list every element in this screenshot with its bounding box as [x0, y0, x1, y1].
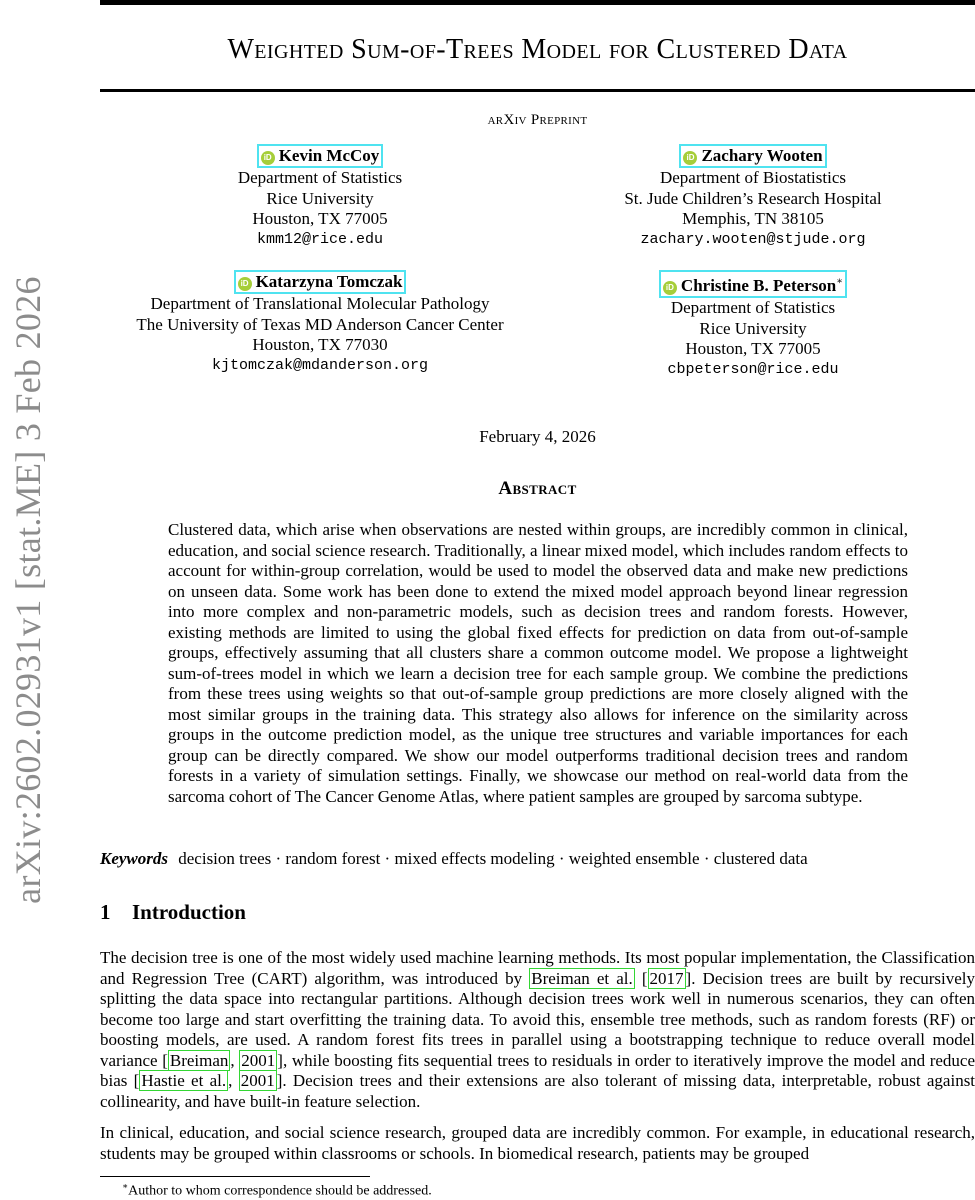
arxiv-identifier-stamp — [0, 260, 56, 920]
author-name-link[interactable] — [659, 270, 847, 298]
keywords-list: decision trees · random forest · mixed effects modeling · weighted ensemble · clustered data — [178, 849, 808, 868]
arxiv-identifier-text: arXiv:2602.02931v1 [stat.ME] 3 Feb 2026 — [8, 276, 48, 904]
author-block — [583, 144, 923, 250]
publication-date: February 4, 2026 — [479, 427, 596, 446]
author-affiliation-line: Department of Statistics — [670, 298, 836, 317]
paragraph-text: ]. Decision trees and their extensions are also tolerant of missing data, interpretable, robust against collinearity, and have built-in feature selection. — [100, 1071, 975, 1111]
citation-link[interactable]: 2001 — [240, 1071, 275, 1090]
abstract-text: Clustered data, which arise when observations are nested within groups, are incredibly common in clinical, education, and social science research. Traditionally, a linear mixed model, which includes random effects to account for within-group correlation, would be used to model the observed data and make new predictions on unseen data. Some work has been done to extend the mixed model approach beyond linear regression into more complex and non-parametric models, such as decision trees and random forests. However, existing methods are limited to using the global fixed effects for prediction on data from out-of-sample groups, effectively assuming that all clusters share a common outcome model. We propose a lightweight sum-of-trees model in which we learn a decision tree for each sample group. We combine the predictions from these trees using weights so that out-of-sample group predictions are more closely aligned with the most similar groups in the training data. This strategy also allows for inference on the similarity across groups in the outcome prediction model, as the unique tree structures and variable importances for each group can be directly compared. We show our model outperforms traditional decision trees and random forests in a variety of simulation settings. Finally, we showcase our method on real-world data from the sarcoma cohort of The Cancer Genome Atlas, where patient samples are grouped by sarcoma subtype. — [168, 520, 908, 806]
footnote-marker: ∗ — [122, 1181, 129, 1191]
footnote — [122, 1181, 432, 1200]
orcid-icon[interactable]: iD — [261, 151, 275, 165]
orcid-icon[interactable]: iD — [238, 277, 252, 291]
author-name: Katarzyna Tomczak — [255, 272, 403, 291]
author-block — [623, 270, 883, 380]
author-email: kmm12@rice.edu — [256, 230, 384, 248]
corresponding-author-marker: ∗ — [836, 276, 844, 287]
keywords-line — [100, 849, 975, 869]
author-affiliation-line: Department of Statistics — [237, 168, 403, 187]
author-email: kjtomczak@mdanderson.org — [211, 356, 429, 374]
author-name: Kevin McCoy — [278, 146, 380, 165]
citation-link[interactable]: Breiman — [169, 1050, 229, 1070]
orcid-icon[interactable]: iD — [663, 281, 677, 295]
author-name-link[interactable] — [257, 144, 384, 168]
title-bottom-rule — [100, 89, 975, 92]
section-title: Introduction — [132, 900, 246, 924]
author-affiliation-line: Department of Biostatistics — [659, 168, 847, 187]
paper-page — [100, 0, 975, 1200]
citation-link[interactable]: 2017 — [649, 968, 684, 988]
author-affiliation-line: The University of Texas MD Anderson Cancer Center — [136, 314, 504, 334]
paragraph-text: ]. Decision trees are built by recursively splitting the data space into rectangular partitions. Although decision trees work well in numerous scenarios, they can often become too large and start overfitting the training data. To avoid this, ensemble tree methods, such as random forests (RF) or boosting models, are used. A random forest fits trees in parallel using a bootstrapping technique to reduce overall model variance [ — [100, 968, 975, 1070]
author-affiliation-line: Houston, TX 77030 — [252, 335, 388, 354]
paragraph-text: , — [228, 1071, 239, 1090]
author-name: Zachary Wooten — [701, 146, 823, 165]
body-paragraph — [100, 948, 975, 1112]
author-affiliation-line: Rice University — [699, 318, 807, 338]
author-name-link[interactable] — [234, 270, 407, 294]
citation-link[interactable]: Hastie et al. — [141, 1071, 227, 1090]
body-paragraph: In clinical, education, and social science research, grouped data are incredibly common. For example, in educational research, students may be grouped within classrooms or schools. In biomedical research, patients may be grouped — [100, 1123, 975, 1163]
paragraph-text: ], while boosting fits sequential trees to residuals in order to iteratively improve the model and reduce bias [ — [100, 1050, 975, 1090]
author-name: Christine B. Peterson — [680, 276, 837, 295]
author-email: zachary.wooten@stjude.org — [640, 230, 866, 248]
author-affiliation-line: Houston, TX 77005 — [252, 209, 388, 228]
author-affiliation-line: Memphis, TN 38105 — [682, 209, 824, 228]
orcid-icon[interactable]: iD — [683, 151, 697, 165]
paper-title: Weighted Sum-of-Trees Model for Clustered Data — [227, 34, 848, 65]
section-number: 1 — [100, 900, 111, 924]
citation-link[interactable]: 2001 — [241, 1050, 276, 1070]
author-affiliation-line: Rice University — [266, 188, 374, 208]
author-block — [180, 144, 460, 250]
paragraph-text: , — [230, 1050, 240, 1070]
preprint-label: arXiv Preprint — [487, 112, 588, 128]
paragraph-text: The decision tree is one of the most widely used machine learning methods. Its most popular implementation, the Classification and Regression Tree (CART) algorithm, was introduced by — [100, 948, 975, 988]
footnote-rule — [100, 1176, 370, 1177]
section-heading — [100, 900, 246, 925]
author-affiliation-line: Department of Translational Molecular Pathology — [150, 294, 490, 313]
footnote-text: Author to whom correspondence should be addressed. — [128, 1183, 432, 1199]
author-affiliation-line: Houston, TX 77005 — [685, 339, 821, 358]
author-name-link[interactable] — [679, 144, 826, 168]
title-top-rule — [100, 0, 975, 5]
author-block — [100, 270, 540, 376]
citation-link[interactable]: Breiman et al. — [531, 968, 633, 988]
abstract-heading: Abstract — [498, 478, 577, 499]
author-affiliation-line: St. Jude Children’s Research Hospital — [624, 188, 882, 208]
keywords-label: Keywords — [100, 849, 168, 868]
paragraph-text: [ — [634, 968, 648, 988]
author-email: cbpeterson@rice.edu — [667, 360, 839, 378]
